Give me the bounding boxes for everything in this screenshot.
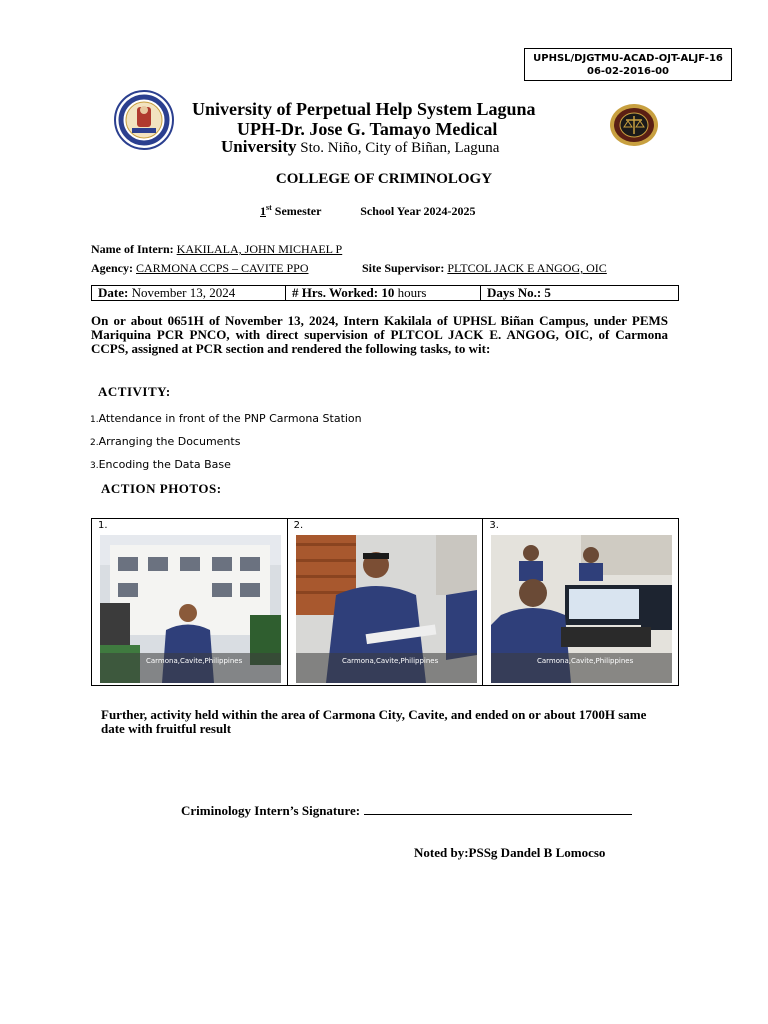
university-address: University Sto. Niño, City of Biñan, Laguna [221, 137, 500, 156]
university-name: University of Perpetual Help System Laguna [192, 99, 536, 119]
photo-intern-outside-station [100, 535, 281, 683]
svg-text:Carmona,Cavite,Philippines: Carmona,Cavite,Philippines [341, 657, 438, 665]
photo-cell [288, 519, 484, 685]
semester-line: 1st Semester School Year 2024-2025 [260, 203, 476, 218]
agency-line: Agency: CARMONA CCPS – CAVITE PPO [91, 261, 309, 275]
supervisor-name: PLTCOL JACK E ANGOG, OIC [447, 261, 607, 275]
hours-cell: # Hrs. Worked: 10 hours [286, 286, 481, 300]
photo-cell [92, 519, 288, 685]
school-year: School Year 2024-2025 [360, 204, 476, 218]
action-photos-heading: ACTION PHOTOS: [101, 481, 222, 496]
college-title: COLLEGE OF CRIMINOLOGY [275, 171, 493, 187]
activity-item: 1.Attendance in front of the PNP Carmona Station [90, 412, 362, 425]
closing-paragraph: Further, activity held within the area of Carmona City, Cavite, and ended on or about 1700H same date with fruitful result [101, 707, 647, 736]
photo-encoding-database [491, 535, 672, 683]
photo-arranging-documents [296, 535, 477, 683]
activity-item: 3.Encoding the Data Base [90, 458, 231, 471]
date-cell: Date: November 13, 2024 [92, 286, 286, 300]
date-hours-table [91, 285, 679, 301]
activity-heading: ACTIVITY: [98, 384, 171, 399]
action-photos-table [91, 518, 679, 686]
activity-item: 2.Arranging the Documents [90, 435, 241, 448]
noted-by: Noted by:PSSg Dandel B Lomocso [414, 845, 606, 860]
signature-line [181, 802, 632, 819]
document-revision: 06-02-2016-00 [586, 66, 670, 77]
intern-name-line: Name of Intern: KAKILALA, JOHN MICHAEL P [91, 242, 343, 256]
photo-number: 3. [489, 520, 499, 531]
days-cell: Days No.: 5 [487, 285, 551, 300]
document-code: UPHSL/DJGTMU-ACAD-OJT-ALJF-16 [533, 53, 723, 64]
svg-text:Carmona,Cavite,Philippines: Carmona,Cavite,Philippines [146, 657, 243, 665]
document-code-box [524, 48, 732, 81]
photo-cell [483, 519, 678, 685]
narrative-paragraph: On or about 0651H of November 13, 2024, Intern Kakilala of UPHSL Biñan Campus, under PEMS Mariquina PCR PNCO, with direct supervision of PLTCOL JACK E. ANGOG, OIC, of Carmona CCPS, assigned at PCR section and rendered the following tasks, to wit: [91, 313, 668, 356]
university-seal-logo [114, 90, 174, 150]
photo-number: 1. [98, 520, 108, 531]
intern-name: KAKILALA, JOHN MICHAEL P [176, 242, 343, 256]
supervisor-line: Site Supervisor: PLTCOL JACK E ANGOG, OIC [362, 261, 607, 275]
university-name-line2: UPH-Dr. Jose G. Tamayo Medical [237, 119, 498, 139]
signature-label: Criminology Intern’s Signature: [181, 803, 361, 818]
criminology-seal-logo [609, 103, 659, 147]
svg-text:Carmona,Cavite,Philippines: Carmona,Cavite,Philippines [537, 657, 634, 665]
signature-blank [364, 802, 632, 815]
agency-name: CARMONA CCPS – CAVITE PPO [136, 261, 309, 275]
photo-number: 2. [293, 520, 304, 531]
semester-number: 1 [260, 204, 266, 218]
